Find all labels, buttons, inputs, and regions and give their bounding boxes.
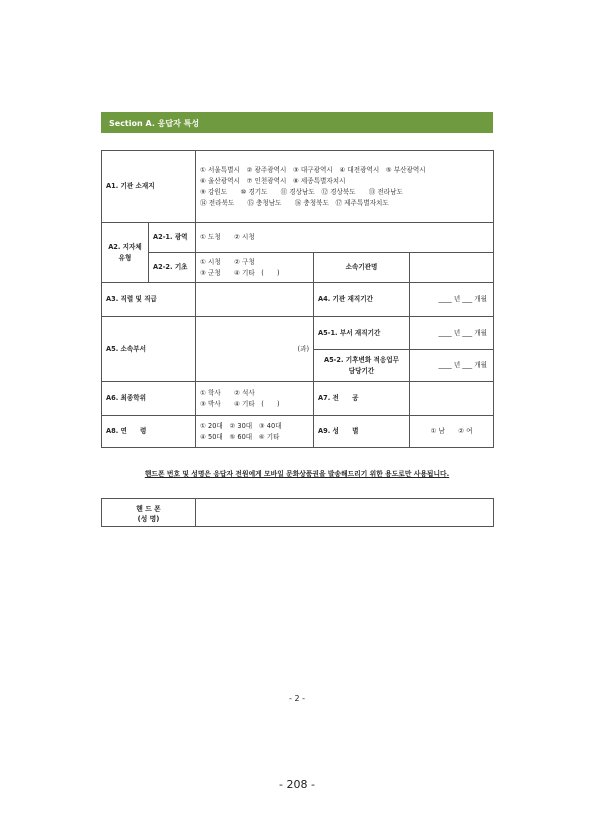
- a4-duration[interactable]: ____ 년 ___ 개월: [410, 283, 494, 317]
- a8-label: A8. 연 령: [102, 416, 196, 448]
- a5-label: A5. 소속부서: [102, 317, 196, 382]
- a1-options-line: ⑨ 강원도 ⑩ 경기도 ⑪ 경상남도 ⑫ 경상북도 ⑬ 전라남도: [200, 187, 403, 196]
- a9-options[interactable]: ① 남 ② 여: [410, 416, 494, 448]
- a5-2-duration[interactable]: ____ 년 ___ 개월: [410, 350, 494, 382]
- a1-options-line: ⑥ 울산광역시 ⑦ 인천광역시 ⑧ 세종특별자치시: [200, 176, 346, 185]
- a2-2-options[interactable]: [196, 253, 314, 283]
- privacy-notice: 핸드폰 번호 및 성명은 응답자 전원에게 모바일 문화상품권을 발송해드리기 위한 용도로만 사용됩니다.: [144, 470, 450, 478]
- a4-label: A4. 기관 재직기간: [314, 283, 410, 317]
- a6-options[interactable]: [196, 382, 314, 416]
- phone-field[interactable]: [196, 499, 494, 527]
- a2-2-options-line: ① 시청 ② 구청: [200, 257, 255, 266]
- outer-page-number: - 208 -: [279, 778, 315, 791]
- a5-2-label: [314, 350, 410, 382]
- phone-label: [102, 499, 196, 527]
- a5-field[interactable]: (과): [196, 317, 314, 382]
- a5-2-label-line: A5-2. 기후변화 적응업무: [323, 355, 400, 364]
- a5-2-label-line: 담당기간: [348, 366, 375, 375]
- section-a-header: Section A. 응답자 특성: [101, 112, 493, 133]
- a3-field[interactable]: [196, 283, 314, 317]
- a8-options-line: ④ 50대 ⑤ 60대 ⑥ 기타: [200, 432, 280, 441]
- a8-options-line: ① 20대 ② 30대 ③ 40대: [200, 421, 282, 430]
- a2-2-label: A2-2. 기초: [149, 253, 196, 283]
- a2-2-options-line: ③ 군청 ④ 기타 ( ): [200, 268, 280, 277]
- a2-1-label: A2-1. 광역: [149, 223, 196, 253]
- a6-options-line: ① 학사 ② 석사: [200, 388, 255, 397]
- a7-field[interactable]: [410, 382, 494, 416]
- a6-options-line: ③ 박사 ④ 기타 ( ): [200, 399, 280, 408]
- inner-page-number: - 2 -: [289, 694, 305, 703]
- phone-label-line: (성 명): [137, 514, 160, 523]
- a2-1-options[interactable]: ① 도청 ② 시청: [196, 223, 494, 253]
- a1-label: A1. 기관 소재지: [102, 151, 196, 223]
- respondent-table: [101, 150, 494, 448]
- org-name-field[interactable]: [410, 253, 494, 283]
- a1-options[interactable]: [196, 151, 494, 223]
- a3-label: A3. 직렬 및 직급: [102, 283, 196, 317]
- a1-options-line: ⑭ 전라북도 ⑮ 충청남도 ⑯ 충청북도 ⑰ 제주특별자치도: [200, 198, 389, 207]
- a7-label: A7. 전 공: [314, 382, 410, 416]
- a5-1-label: A5-1. 부서 재직기간: [314, 317, 410, 350]
- a6-label: A6. 최종학위: [102, 382, 196, 416]
- phone-table: [101, 498, 494, 527]
- a9-label: A9. 성 별: [314, 416, 410, 448]
- a1-options-line: ① 서울특별시 ② 광주광역시 ③ 대구광역시 ④ 대전광역시 ⑤ 부산광역시: [200, 165, 426, 174]
- a5-1-duration[interactable]: ____ 년 ___ 개월: [410, 317, 494, 350]
- a2-label: A2. 지자체 유형: [102, 223, 149, 283]
- a8-options[interactable]: [196, 416, 314, 448]
- org-name-label: 소속기관명: [314, 253, 410, 283]
- phone-label-line: 핸 드 폰: [136, 504, 161, 513]
